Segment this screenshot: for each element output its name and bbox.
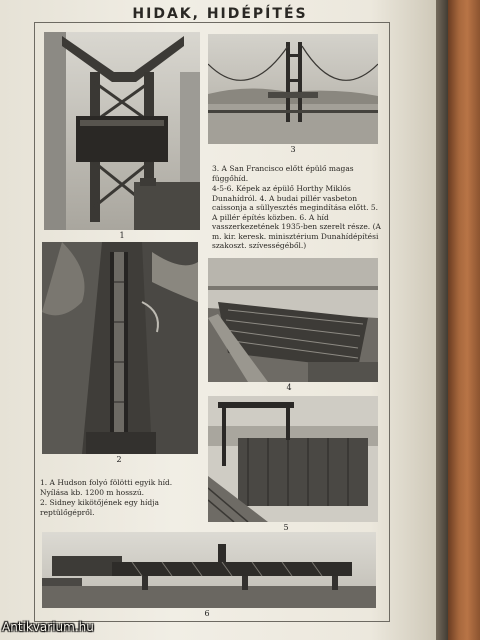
figure-4-image <box>208 258 378 382</box>
figure-2-number: 2 <box>116 455 122 464</box>
watermark: Antikvarium.hu <box>2 620 94 634</box>
figure-3-number: 3 <box>290 145 296 154</box>
figure-6-image <box>42 532 376 608</box>
caption-right <box>212 164 382 252</box>
figure-5-image <box>208 396 378 522</box>
caption-4-5-6: 4-5-6. Képek az épülő Horthy Miklós Dunahídról. 4. A budai pillér vasbeton caissonja a süllyesztés megindítása előtt. 5. A pillér építés közben. 6. A híd vasszerkezetének 1935-ben szerelt része. (A m. kir. keresk. minisztérium Dunahídépítési szakoszt. szívességéből.) <box>212 184 381 250</box>
figure-6-number: 6 <box>204 609 210 618</box>
running-head: HIDAK, HIDÉPÍTÉS <box>132 6 308 22</box>
figure-3-image <box>208 34 378 144</box>
caption-left <box>40 478 200 518</box>
figure-3-photo <box>208 34 378 144</box>
figure-1-photo <box>44 32 200 230</box>
figure-6-photo <box>42 532 376 608</box>
book-cover-edge <box>448 0 480 640</box>
figure-1-number: 1 <box>119 231 125 240</box>
figure-5-number: 5 <box>283 523 289 532</box>
figure-4-number: 4 <box>286 383 292 392</box>
caption-1: 1. A Hudson folyó fölötti egyik híd. Nyílása kb. 1200 m hosszú. <box>40 478 173 497</box>
figure-2-image <box>42 242 198 454</box>
figure-4-photo <box>208 258 378 382</box>
figure-5-photo <box>208 396 378 522</box>
caption-3: 3. A San Francisco előtt épülő magas függőhíd. <box>212 164 354 183</box>
figure-1-image <box>44 32 200 230</box>
figure-2-photo <box>42 242 198 454</box>
caption-2: 2. Sidney kikötőjének egy hídja reptülőgépről. <box>40 498 159 517</box>
